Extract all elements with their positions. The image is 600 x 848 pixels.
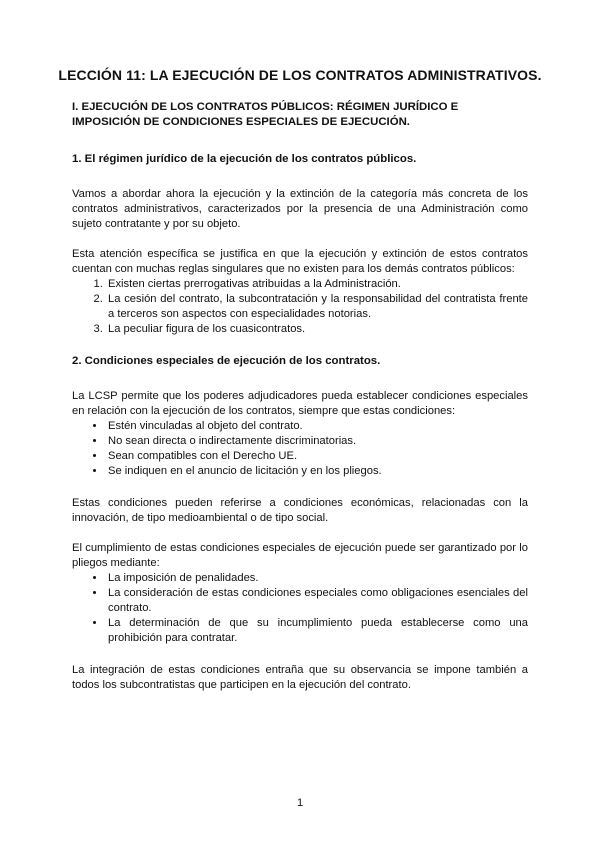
list-item: 3. La peculiar figura de los cuasicontratos. bbox=[106, 322, 528, 337]
bullet-list bbox=[72, 571, 528, 646]
bullet-list bbox=[72, 419, 528, 479]
section-heading: I. EJECUCIÓN DE LOS CONTRATOS PÚBLICOS: RÉGIMEN JURÍDICO E IMPOSICIÓN DE CONDICIONES ESPECIALES DE EJECUCIÓN. bbox=[72, 101, 459, 128]
paragraph: Estas condiciones pueden referirse a condiciones económicas, relacionadas con la innovación, de tipo medioambiental o de tipo social. bbox=[72, 497, 528, 524]
paragraph: La LCSP permite que los poderes adjudicadores pueda establecer condiciones especiales en relación con la ejecución de los contratos, siempre que estas condiciones: bbox=[72, 390, 528, 417]
document-body bbox=[72, 100, 528, 708]
paragraph: Esta atención específica se justifica en que la ejecución y extinción de estos contratos cuentan con muchas reglas singulares que no existen para los demás contratos públicos: bbox=[72, 248, 528, 275]
paragraph: Vamos a abordar ahora la ejecución y la extinción de la categoría más concreta de los contratos administrativos, caracterizados por la presencia de una Administración como sujeto contratante y por su objeto. bbox=[72, 188, 528, 230]
list-item: • La consideración de estas condiciones especiales como obligaciones esenciales del contrato. bbox=[106, 586, 528, 616]
page-title: LECCIÓN 11: LA EJECUCIÓN DE LOS CONTRATOS ADMINISTRATIVOS. bbox=[58, 67, 542, 83]
list-item: • No sean directa o indirectamente discriminatorias. bbox=[106, 434, 528, 449]
list-item: • Estén vinculadas al objeto del contrato. bbox=[106, 419, 528, 434]
list-item: • Sean compatibles con el Derecho UE. bbox=[106, 449, 528, 464]
paragraph: La integración de estas condiciones entraña que su observancia se impone también a todos los subcontratistas que participen en la ejecución del contrato. bbox=[72, 664, 528, 691]
list-item: 1. Existen ciertas prerrogativas atribuidas a la Administración. bbox=[106, 277, 528, 292]
subsection-heading-1: 1. El régimen jurídico de la ejecución de los contratos públicos. bbox=[72, 153, 417, 165]
page-number: 1 bbox=[296, 797, 304, 809]
subsection-heading-2: 2. Condiciones especiales de ejecución de los contratos. bbox=[72, 355, 381, 367]
paragraph: El cumplimiento de estas condiciones especiales de ejecución puede ser garantizado por lo pliegos mediante: bbox=[72, 542, 528, 569]
list-item: 2. La cesión del contrato, la subcontratación y la responsabilidad del contratista frente a terceros son aspectos con especialidades notorias. bbox=[106, 292, 528, 322]
list-item: • La determinación de que su incumplimiento pueda establecerse como una prohibición para contratar. bbox=[106, 616, 528, 646]
list-item: • La imposición de penalidades. bbox=[106, 571, 528, 586]
list-item: • Se indiquen en el anuncio de licitación y en los pliegos. bbox=[106, 464, 528, 479]
numbered-list bbox=[72, 277, 528, 337]
